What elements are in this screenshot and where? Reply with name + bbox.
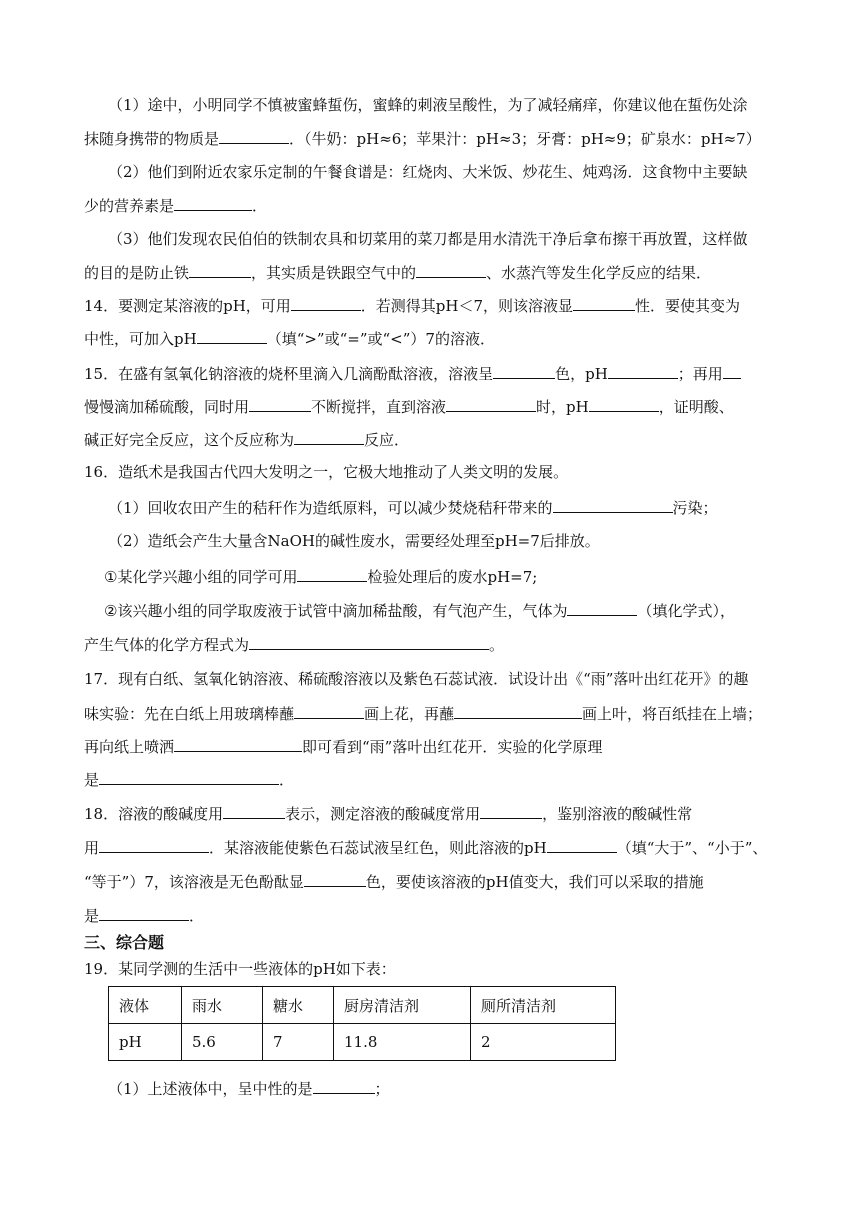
q17-line3: 再向纸上喷洒 即可看到“雨”落叶出红花开．实验的化学原理 (84, 735, 602, 758)
table-cell: 厨房清洁剂 (334, 987, 471, 1024)
table-cell: 雨水 (182, 987, 263, 1024)
q16-part2: （2）造纸会产生大量含NaOH的碱性废水，需要经处理至pH=7后排放。 (108, 532, 600, 550)
answer-blank[interactable] (249, 633, 489, 650)
answer-blank[interactable] (416, 261, 486, 278)
table-cell: 11.8 (334, 1024, 471, 1061)
table-cell: 糖水 (263, 987, 334, 1024)
answer-blank[interactable] (174, 735, 302, 752)
answer-blank[interactable] (589, 395, 659, 412)
q17-line1: 17．现有白纸、氢氧化钠溶液、稀硫酸溶液以及紫色石蕊试液．试设计出《“雨”落叶出红花开》的趣 (84, 670, 749, 688)
q18-line1: 18．溶液的酸碱度用 表示，测定溶液的酸碱度常用 ，鉴别溶液的酸碱性常 (84, 802, 692, 825)
table-row (109, 987, 616, 1024)
table-cell: 5.6 (182, 1024, 263, 1061)
q17-line2: 味实验：先在白纸上用玻璃棒蘸 画上花，再蘸 画上叶，将百纸挂在上墙； (84, 702, 762, 725)
answer-blank[interactable] (249, 395, 311, 412)
q16-sub2: ②该兴趣小组的同学取废液于试管中滴加稀盐酸，有气泡产生，气体为 （填化学式）， (104, 599, 735, 622)
answer-blank[interactable] (294, 428, 364, 445)
answer-blank[interactable] (454, 702, 582, 719)
answer-blank[interactable] (573, 294, 635, 311)
table-cell: 厕所清洁剂 (471, 987, 616, 1024)
answer-blank[interactable] (294, 702, 364, 719)
answer-blank[interactable] (189, 261, 251, 278)
q13-part1-line1: （1）途中，小明同学不慎被蜜蜂蜇伤，蜜蜂的刺液呈酸性，为了减轻痛痒，你建议他在蜇伤处涂 (108, 96, 748, 114)
q16-sub1: ①某化学兴趣小组的同学可用 检验处理后的废水pH=7; (104, 565, 537, 588)
table-cell: 7 (263, 1024, 334, 1061)
answer-blank[interactable] (99, 836, 209, 853)
answer-blank[interactable] (723, 362, 741, 379)
q16-sub2-equation: 产生气体的化学方程式为 。 (84, 633, 504, 656)
q15-line3: 碱正好完全反应，这个反应称为 反应． (84, 428, 409, 451)
table-cell: 液体 (109, 987, 182, 1024)
answer-blank[interactable] (99, 904, 189, 921)
q18-line3: “等于”）7，该溶液是无色酚酞显 色，要使该溶液的pH值变大，我们可以采取的措施 (84, 870, 704, 893)
answer-blank[interactable] (223, 802, 285, 819)
answer-blank[interactable] (608, 362, 678, 379)
answer-blank[interactable] (547, 836, 617, 853)
q19-intro: 19．某同学测的生活中一些液体的pH如下表： (84, 960, 396, 978)
answer-blank[interactable] (197, 327, 267, 344)
q13-part3-line2: 的目的是防止铁 ，其实质是铁跟空气中的 、水蒸汽等发生化学反应的结果． (84, 261, 711, 284)
answer-blank[interactable] (99, 768, 279, 785)
q13-part2-line2: 少的营养素是 ． (84, 194, 267, 217)
answer-blank[interactable] (480, 802, 542, 819)
q15-line2: 慢慢滴加稀硫酸，同时用 不断搅拌，直到溶液 时，pH ，证明酸、 (84, 395, 734, 418)
answer-blank[interactable] (304, 870, 366, 887)
q19-part1: （1）上述液体中，呈中性的是 ； (108, 1077, 390, 1100)
q17-line4: 是 ． (84, 768, 294, 791)
answer-blank[interactable] (291, 294, 361, 311)
q15-line1: 15．在盛有氢氧化钠溶液的烧杯里滴入几滴酚酞溶液，溶液呈 色，pH ；再用 (84, 362, 741, 385)
answer-blank[interactable] (553, 496, 673, 513)
answer-blank[interactable] (297, 565, 367, 582)
q14-line1: 14．要测定某溶液的pH，可用 ．若测得其pH＜7，则该溶液显 性．要使其变为 (84, 294, 740, 317)
answer-blank[interactable] (567, 599, 637, 616)
answer-blank[interactable] (313, 1077, 375, 1094)
q16-part1: （1）回收农田产生的秸秆作为造纸原料，可以减少焚烧秸秆带来的 污染； (108, 496, 718, 519)
q18-line4: 是 ． (84, 904, 204, 927)
answer-blank[interactable] (219, 127, 289, 144)
q13-part2-line1: （2）他们到附近农家乐定制的午餐食谱是：红烧肉、大米饭、炒花生、炖鸡汤．这食物中主要缺 (108, 163, 748, 181)
ph-table (108, 986, 616, 1061)
q14-line2: 中性，可加入pH （填“>”或“=”或“<”）7的溶液． (84, 327, 495, 350)
answer-blank[interactable] (493, 362, 555, 379)
table-cell: 2 (471, 1024, 616, 1061)
table-row (109, 1024, 616, 1061)
answer-blank[interactable] (174, 194, 252, 211)
q16-intro: 16．造纸术是我国古代四大发明之一，它极大地推动了人类文明的发展。 (84, 463, 569, 481)
section-heading: 三、综合题 (84, 933, 165, 952)
answer-blank[interactable] (446, 395, 536, 412)
q18-line2: 用 ．某溶液能使紫色石蕊试液呈红色，则此溶液的pH （填“大于”、“小于”、 (84, 836, 767, 859)
q13-part3-line1: （3）他们发现农民伯伯的铁制农具和切菜用的菜刀都是用水清洗干净后拿布擦干再放置，这样做 (108, 230, 748, 248)
q13-part1-line2: 抹随身携带的物质是 ．（牛奶：pH≈6；苹果汁：pH≈3；牙膏：pH≈9；矿泉水：pH≈7） (84, 127, 761, 150)
table-cell: pH (109, 1024, 182, 1061)
